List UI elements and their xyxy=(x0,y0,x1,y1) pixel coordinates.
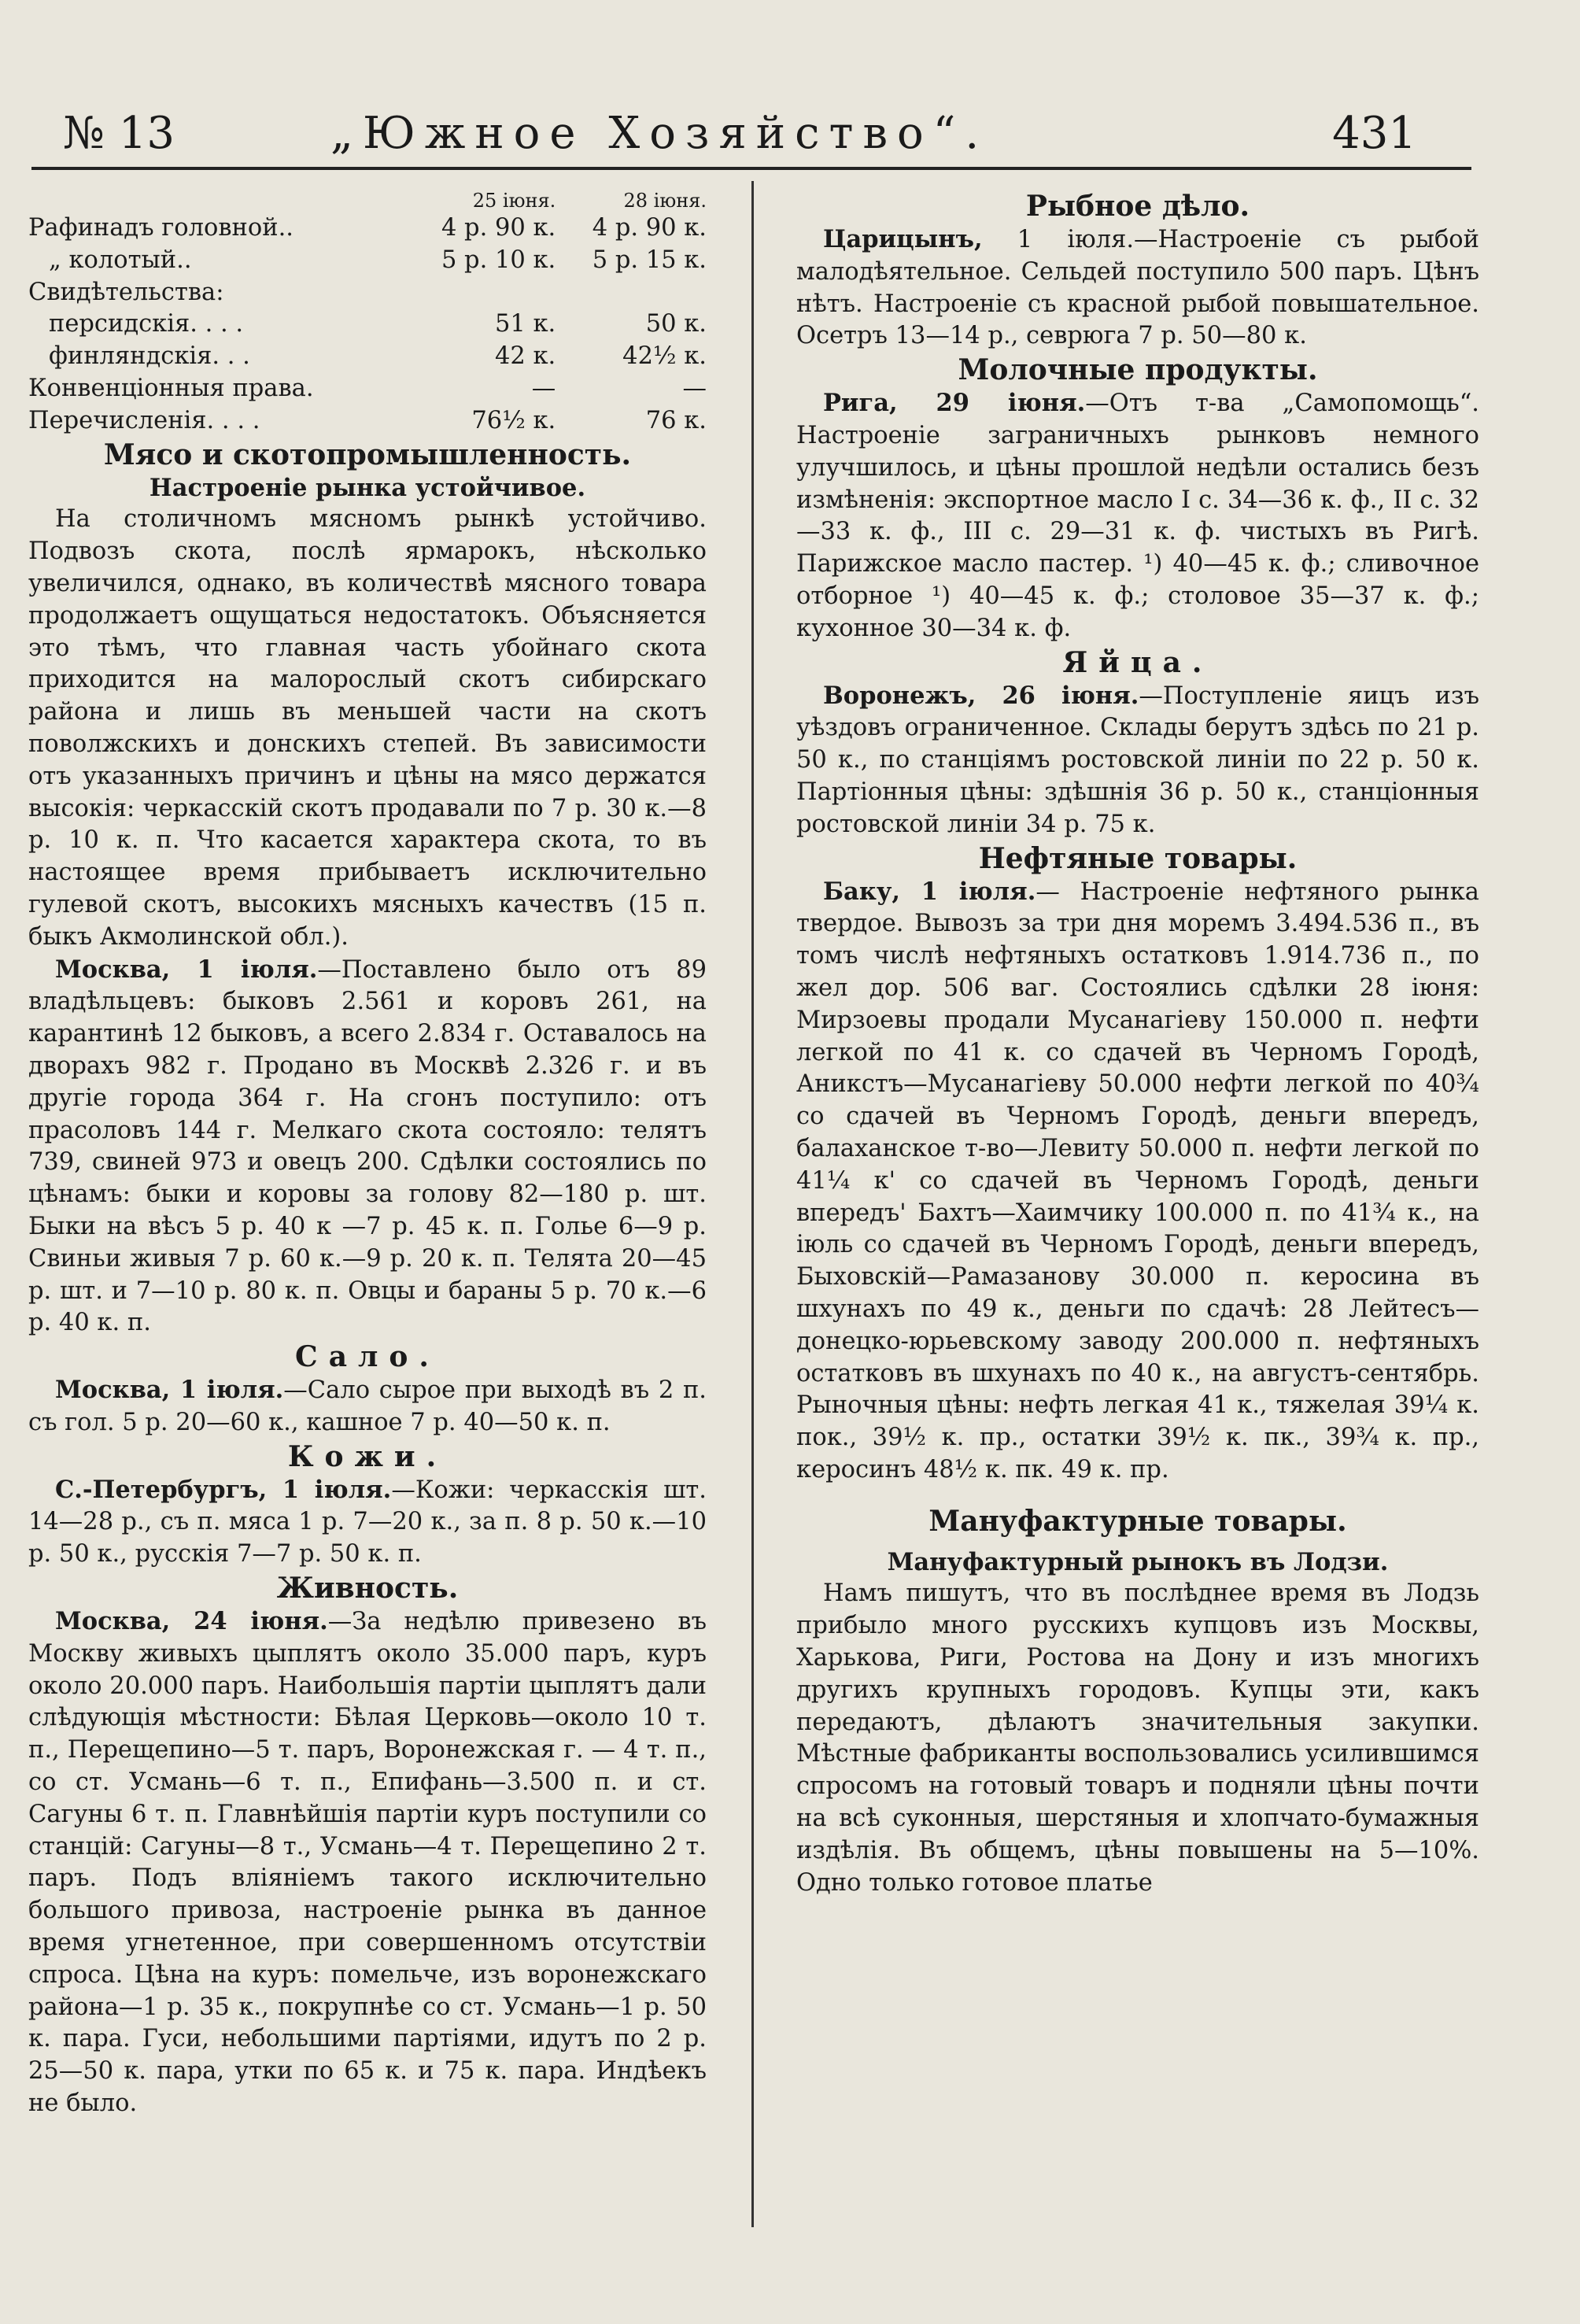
table-row xyxy=(28,405,707,438)
row-label: Свидѣтельства: xyxy=(28,278,224,306)
paragraph-text: —Сало сырое при выходѣ въ 2 п. съ гол. 5 р. 20—60 к., кашное 7 р. 40—50 к. п. xyxy=(28,1376,707,1436)
paragraph-text: —Отъ т-ва „Самопомощь“. Настроеніе заграничныхъ рынковъ немного улучшилось, и цѣны прошлой недѣли остались безъ измѣненія: экспортное масло I с. 34—36 к. ф., II с. 32—33 к. ф., III с. 29—31 к. ф. чистыхъ въ Ригѣ. Парижское масло пастер. ¹) 40—45 к. ф.; сливочное отборное ¹) 40—45 к. ф.; столовое 35—37 к. ф.; кухонное 30—34 к. ф. xyxy=(796,390,1479,642)
eggs-paragraph xyxy=(796,680,1479,841)
row-value: — xyxy=(682,374,707,402)
section-title-dairy: Молочные продукты. xyxy=(958,353,1318,387)
table-row xyxy=(28,212,707,245)
dateline: Москва, 1 іюля. xyxy=(55,955,318,984)
fish-paragraph xyxy=(796,224,1479,353)
row-value: 50 к. xyxy=(645,310,707,338)
column-divider xyxy=(751,181,754,2227)
row-value: 5 р. 15 к. xyxy=(592,246,707,274)
paragraph-text: —Поставлено было отъ 89 владѣльцевъ: быковъ 2.561 и коровъ 261, на карантинѣ 12 быковъ, а всего 2.834 г. Оставалось на дворахъ 982 г. Продано въ Москвѣ 2.326 г. и въ другіе города 364 г. На сгонъ поступило: отъ прасоловъ 144 г. Мелкаго скота состояло: телятъ 739, свиней 973 и овецъ 200. Сдѣлки состоялись по цѣнамъ: быки и коровы за голову 82—180 р. шт. Быки на вѣсъ 5 р. 40 к —7 р. 45 к. п. Голье 6—9 р. Свиньи живыя 7 р. 60 к.—9 р. 20 к. п. Телята 20—45 р. шт. и 7—10 р. 80 к. п. Овцы и бараны 5 р. 70 к.—6 р. 40 к. п. xyxy=(28,955,707,1337)
row-value: 5 р. 10 к. xyxy=(441,246,556,274)
page-number: 431 xyxy=(1332,108,1416,159)
paragraph-text: —Поступленіе яицъ изъ уѣздовъ ограниченное. Склады берутъ здѣсь по 21 р. 50 к., по станціямъ ростовской линіи по 22 р. 50 к. Партіонныя цѣны: здѣшнія 36 р. 50 к., станціонныя ростовской линіи 34 р. 75 к. xyxy=(796,682,1479,838)
price-table-header xyxy=(28,189,707,212)
row-value: 4 р. 90 к. xyxy=(592,214,707,242)
page-header xyxy=(63,102,1416,165)
dateline: С.-Петербургъ, 1 іюля. xyxy=(55,1475,392,1504)
section-title-eggs: Яйца. xyxy=(1062,645,1213,679)
section-title-manufactured: Мануфактурные товары. xyxy=(928,1504,1347,1538)
manufactured-paragraph: Намъ пишутъ, что въ послѣднее время въ Лодзь прибыло много русскихъ купцовъ изъ Москвы, Харькова, Риги, Ростова на Дону и изъ многихъ другихъ крупныхъ городовъ. Купцы эти, какъ передаютъ, дѣлаютъ значительныя закупки. Мѣстные фабриканты воспользовались усилившимся спросомъ на готовый товаръ и подняли цѣны почти на всѣ суконныя, шерстяныя и хлопчато-бумажныя издѣлія. Въ общемъ, цѣны повышены на 5—10%. Одно только готовое платье xyxy=(796,1580,1479,1897)
dairy-paragraph xyxy=(796,387,1479,645)
sugar-price-table xyxy=(28,189,707,438)
hides-paragraph xyxy=(28,1474,707,1571)
section-title-poultry: Живность. xyxy=(276,1572,459,1605)
paragraph-text: — Настроеніе нефтяного рынка твердое. Вывозъ за три дня моремъ 3.494.536 п., въ томъ числѣ нефтяныхъ остатковъ 1.914.736 п., по жел дор. 506 ваг. Состоялись сдѣлки 28 іюня: Мирзоевы продали Мусанагіеву 150.000 п. нефти легкой по 41 к. со сдачей въ Черномъ Городѣ, Аникстъ—Мусанагіеву 50.000 нефти легкой по 40¾ со сдачей въ Черномъ Городѣ, деньги впередъ, балаханское т-во—Левиту 50.000 п. нефти легкой по 41¼ к' со сдачей въ Черномъ Городѣ, деньги впередъ' Бахтъ—Хаимчику 100.000 п. по 41¾ к., на іюль со сдачей въ Черномъ Городѣ, деньги впередъ, Быховскій—Рамазанову 30.000 п. керосина въ шхунахъ по 49 к., деньги по сдачѣ: 28 Лейтесъ—донецко-юрьевскому заводу 200.000 п. нефтяныхъ остатковъ въ шхунахъ по 40 к., на августъ-сентябрь. Рыночныя цѣны: нефть легкая 41 к., тяжелая 39¼ к. пок., 39½ к. пр., остатки 39½ к. пк., 39¾ к. пр., керосинъ 48½ к. пк. 49 к. пр. xyxy=(796,878,1479,1483)
section-title-meat: Мясо и скотопромышленность. xyxy=(103,438,632,471)
date-col-2: 28 іюня. xyxy=(623,190,707,212)
row-value: — xyxy=(531,374,556,402)
dateline: Москва, 1 іюля. xyxy=(55,1376,284,1405)
row-label: Конвенціонныя права. xyxy=(28,374,314,402)
dateline: Воронежъ, 26 іюня. xyxy=(823,681,1139,710)
row-value: 51 к. xyxy=(494,310,556,338)
section-title-salo: Сало. xyxy=(295,1340,440,1374)
row-label: финляндскія. . . xyxy=(49,342,250,371)
paragraph-text: —За недѣлю привезено въ Москву живыхъ цыплятъ около 35.000 паръ, куръ около 20.000 паръ. Наибольшія партіи цыплятъ дали слѣдующія мѣстности: Бѣлая Церковь—около 10 т. п., Перещепино—5 т. паръ, Воронежская г. — 4 т. п., со ст. Усмань—6 т. п., Епифань—3.500 п. и ст. Сагуны 6 т. п. Главнѣйшія партіи куръ поступили со станцій: Сагуны—8 т., Усмань—4 т. Перещепино 2 т. паръ. Подъ вліяніемъ такого исключительно большого привоза, настроеніе рынка въ данное время угнетенное, при совершенномъ отсутствіи спроса. Цѣна на куръ: помельче, изъ воронежскаго района—1 р. 35 к., покрупнѣе со ст. Усмань—1 р. 50 к. пара. Гуси, небольшими партіями, идутъ по 2 р. 25—50 к. пара, утки по 65 к. и 75 к. пара. Индѣекъ не было. xyxy=(28,1608,707,2118)
oil-paragraph xyxy=(796,876,1479,1487)
row-value: 42 к. xyxy=(494,342,556,371)
meat-moscow-paragraph xyxy=(28,954,707,1340)
row-label: персидскія. . . . xyxy=(49,310,244,338)
section-title-fish: Рыбное дѣло. xyxy=(1025,190,1250,223)
paragraph-text: —Кожи: черкасскія шт. 14—28 р., съ п. мяса 1 р. 7—20 к., за п. 8 р. 50 к.—10 р. 50 к., русскія 7—7 р. 50 к. п. xyxy=(28,1476,707,1568)
row-value xyxy=(404,277,556,309)
meat-paragraph: На столичномъ мясномъ рынкѣ устойчиво. Подвозъ скота, послѣ ярмарокъ, нѣсколько увеличился, однако, въ количествѣ мясного товара продолжаетъ ощущаться недостатокъ. Объясняется это тѣмъ, что главная часть убойнаго скота приходится на малорослый скотъ сибирскаго района и лишь въ меньшей части на скотъ поволжскихъ и донскихъ степей. Въ зависимости отъ указанныхъ причинъ и цѣны на мясо держатся высокія: черкасскій скотъ продавали по 7 р. 30 к.—8 р. 10 к. п. Что касается характера скота, то въ настоящее время прибываетъ исключительно гулевой скотъ, высокихъ мясныхъ качествъ (15 п. быкъ Акмолинской обл.). xyxy=(28,505,707,951)
table-row xyxy=(28,309,707,341)
section-title-hides: Кожи. xyxy=(287,1439,448,1473)
table-row xyxy=(28,373,707,405)
meat-market-mood: Настроеніе рынка устойчивое. xyxy=(149,473,586,502)
dateline: Москва, 24 іюня. xyxy=(55,1607,328,1636)
dateline: Рига, 29 іюня. xyxy=(823,389,1086,418)
salo-paragraph xyxy=(28,1374,707,1439)
date-col-1: 25 іюня. xyxy=(472,190,556,212)
row-value: 76½ к. xyxy=(471,406,556,434)
section-title-oil: Нефтяные товары. xyxy=(978,841,1298,875)
table-row xyxy=(28,245,707,277)
header-rule xyxy=(31,167,1471,170)
row-value: 76 к. xyxy=(645,406,707,434)
dateline: Баку, 1 іюля. xyxy=(823,877,1036,906)
row-value xyxy=(556,277,707,309)
row-label: Рафинадъ головной.. xyxy=(28,214,293,242)
table-row xyxy=(28,277,707,309)
table-row xyxy=(28,341,707,373)
paragraph-text: 1 іюля.—Настроеніе съ рыбой малодѣятельное. Сельдей поступило 500 паръ. Цѣнъ нѣтъ. Настроеніе съ красной рыбой повышательное. Осетръ 13—14 р., севрюга 7 р. 50—80 к. xyxy=(796,226,1479,350)
poultry-paragraph xyxy=(28,1605,707,2120)
right-column xyxy=(796,189,1479,2314)
row-value: 4 р. 90 к. xyxy=(441,214,556,242)
journal-title: „Южное Хозяйство“. xyxy=(330,108,989,159)
issue-number: № 13 xyxy=(63,108,175,159)
row-value: 42½ к. xyxy=(622,342,707,371)
left-column xyxy=(28,189,707,2314)
row-label: Перечисленія. . . . xyxy=(28,406,260,434)
manufactured-subtitle: Мануфактурный рынокъ въ Лодзи. xyxy=(887,1547,1389,1576)
dateline: Царицынъ, xyxy=(823,225,983,253)
row-label: „ колотый.. xyxy=(49,246,192,274)
